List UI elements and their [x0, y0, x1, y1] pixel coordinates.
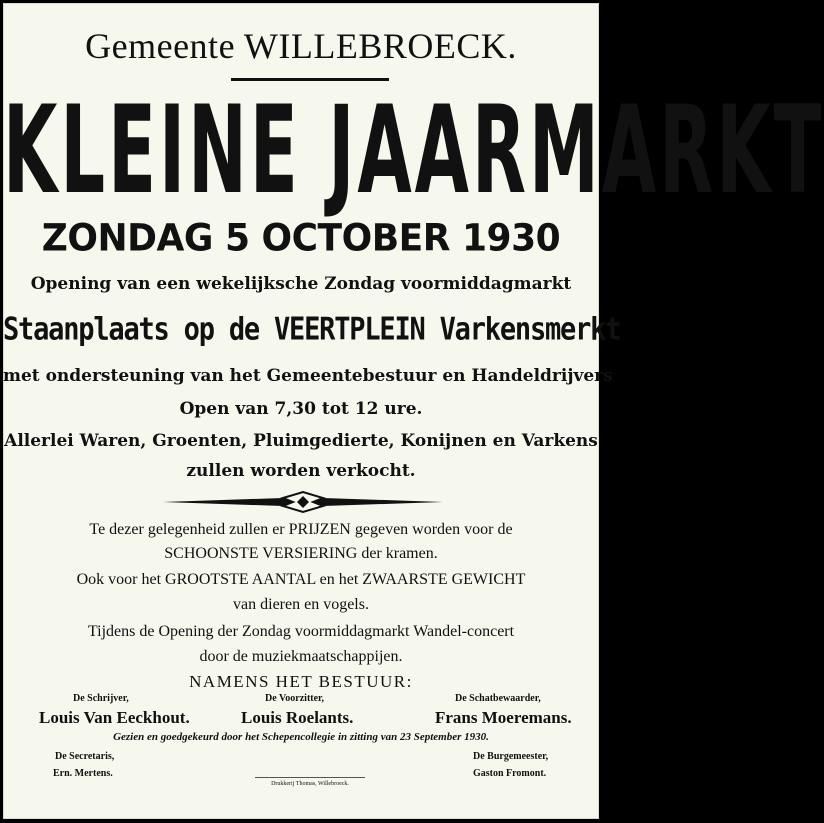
printer-credit: Drukkerij Thomas, Willebroeck. — [255, 777, 365, 787]
secretary-name: Ern. Mertens. — [53, 768, 113, 779]
secretary-writer-role: De Schrijver, — [73, 693, 129, 704]
animals-line: van dieren en vogels. — [233, 596, 369, 613]
treasurer-role: De Schatbewaarder, — [455, 693, 541, 704]
secretary-writer-name: Louis Van Eeckhout. — [39, 708, 190, 727]
hours-line: Open van 7,30 tot 12 ure. — [179, 399, 423, 419]
municipality-heading: Gemeente WILLEBROECK. — [85, 26, 517, 66]
poster — [3, 3, 824, 819]
location-line: Staanplaats op de VEERTPLEIN Varkensmerkt — [3, 312, 621, 348]
music-societies-line: door de muziekmaatschappijen. — [199, 648, 403, 665]
mayor-role: De Burgemeester, — [473, 751, 549, 762]
treasurer-name: Frans Moeremans. — [435, 708, 572, 727]
sold-line: zullen worden verkocht. — [186, 461, 416, 481]
event-date: ZONDAG 5 OCTOBER 1930 — [41, 217, 561, 261]
poster-title: KLEINE JAARMARKT — [3, 81, 824, 222]
prizes-line: Te dezer gelegenheid zullen er PRIJZEN gegeven worden voor de — [89, 521, 513, 538]
board-heading: NAMENS HET BESTUUR: — [189, 672, 413, 691]
secretary-role: De Secretaris, — [55, 751, 115, 762]
goods-line: Allerlei Waren, Groenten, Pluimgedierte, Konijnen en Varkens — [4, 431, 598, 451]
chairman-name: Louis Roelants. — [241, 708, 354, 727]
support-line: met ondersteuning van het Gemeentebestuur en Handeldrijvers — [3, 366, 613, 386]
heading-underline — [231, 78, 389, 81]
decoration-line: SCHOONSTE VERSIERING der kramen. — [164, 545, 438, 562]
concert-line: Tijdens de Opening der Zondag voormiddagmarkt Wandel-concert — [87, 623, 515, 640]
largest-line: Ook voor het GROOTSTE AANTAL en het ZWAARSTE GEWICHT — [76, 571, 526, 588]
ornamental-divider — [163, 488, 443, 516]
opening-line: Opening van een wekelijksche Zondag voormiddagmarkt — [30, 274, 572, 294]
mayor-name: Gaston Fromont. — [473, 768, 547, 779]
chairman-role: De Voorzitter, — [265, 693, 325, 704]
approval-note: Gezien en goedgekeurd door het Schepencollegie in zitting van 23 September 1930. — [113, 731, 489, 743]
